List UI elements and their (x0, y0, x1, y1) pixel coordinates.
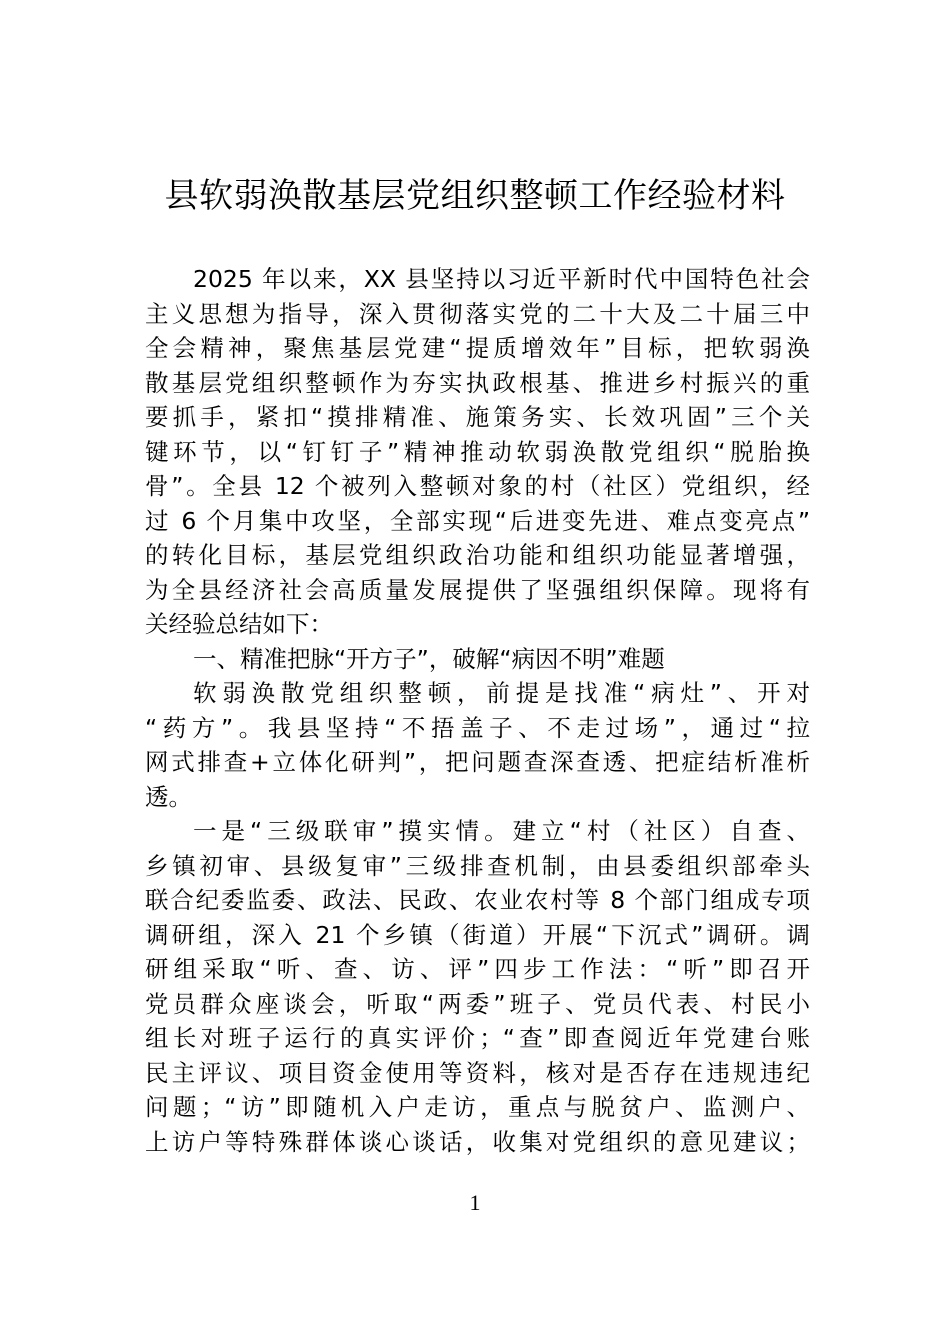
paragraph-line: 民主评议、项目资金使用等资料，核对是否存在违规违纪 (145, 1058, 810, 1087)
page-number: 1 (469, 1190, 481, 1215)
paragraph-line: “药方”。我县坚持“不捂盖子、不走过场”，通过“拉 (145, 713, 810, 742)
paragraph-line: 骨”。全县 12 个被列入整顿对象的村（社区）党组织，经 (145, 472, 810, 500)
paragraph-line: 软弱涣散党组织整顿，前提是找准“病灶”、开对 (193, 679, 810, 707)
section-heading: 一、精准把脉“开方子”，破解“病因不明”难题 (193, 644, 665, 673)
paragraph-line: 网式排查+立体化研判”，把问题查深查透、把症结析准析 (145, 748, 810, 776)
paragraph-line: 主义思想为指导，深入贯彻落实党的二十大及二十届三中 (145, 299, 810, 328)
paragraph-line: 问题；“访”即随机入户走访，重点与脱贫户、监测户、 (145, 1093, 810, 1121)
paragraph-line: 透。 (145, 782, 192, 811)
paragraph-line: 党员群众座谈会，听取“两委”班子、党员代表、村民小 (145, 989, 810, 1018)
paragraph-line: 联合纪委监委、政法、民政、农业农村等 8 个部门组成专项 (145, 886, 810, 914)
paragraph-line: 散基层党组织整顿作为夯实执政根基、推进乡村振兴的重 (145, 368, 810, 397)
document-body (145, 262, 810, 1159)
paragraph-line: 调研组，深入 21 个乡镇（街道）开展“下沉式”调研。调 (145, 920, 810, 949)
document-title: 县软弱涣散基层党组织整顿工作经验材料 (164, 176, 786, 216)
paragraph-line: 的转化目标，基层党组织政治功能和组织功能显著增强， (145, 541, 810, 569)
paragraph-line: 乡镇初审、县级复审”三级排查机制，由县委组织部牵头 (145, 851, 810, 880)
paragraph-line: 过 6 个月集中攻坚，全部实现“后进变先进、难点变亮点” (145, 506, 810, 535)
paragraph-line: 一是“三级联审”摸实情。建立“村（社区）自查、 (193, 817, 810, 845)
paragraph-line: 要抓手，紧扣“摸排精准、施策务实、长效巩固”三个关 (145, 403, 810, 431)
paragraph-line: 全会精神，聚焦基层党建“提质增效年”目标，把软弱涣 (145, 334, 810, 362)
paragraph-line: 上访户等特殊群体谈心谈话，收集对党组织的意见建议； (145, 1127, 810, 1156)
paragraph-line: 2025 年以来，XX 县坚持以习近平新时代中国特色社会 (193, 265, 810, 293)
paragraph-line: 组长对班子运行的真实评价；“查”即查阅近年党建台账 (145, 1024, 810, 1052)
paragraph-line: 关经验总结如下： (145, 610, 333, 638)
paragraph-line: 为全县经济社会高质量发展提供了坚强组织保障。现将有 (145, 575, 810, 604)
paragraph-line: 键环节，以“钉钉子”精神推动软弱涣散党组织“脱胎换 (145, 437, 810, 466)
paragraph-line: 研组采取“听、查、访、评”四步工作法：“听”即召开 (145, 955, 810, 983)
